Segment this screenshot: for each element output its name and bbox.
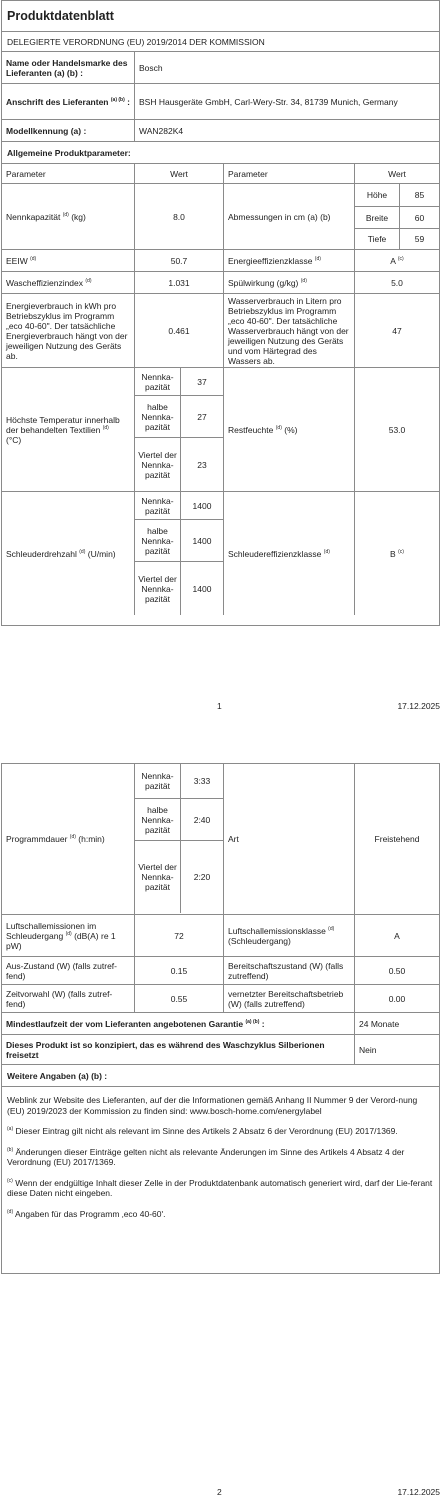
warranty-row (2, 1012, 439, 1034)
supplier-name-label: Name oder Handelsmarke des Lieferanten (a) (b) : (6, 57, 128, 78)
spin-half-value: 1400 (180, 520, 223, 561)
capacity-level-half: halbe Nennka-pazität (141, 804, 174, 835)
temperature-half-row (135, 395, 223, 437)
temperature-quarter-row (135, 437, 223, 491)
energy-class-label: Energieeffizienzklasse $^{(d)}$ (223, 250, 354, 271)
dimensions-subtable (354, 184, 439, 249)
supplier-address-label: Anschrift des Lieferanten $^{(a) (b)}$ : (6, 96, 130, 107)
capacity-level-quarter: Viertel der Nennka-pazität (138, 862, 177, 892)
off-standby-row (2, 956, 439, 984)
page-number-1: 1 (217, 701, 222, 711)
spin-class-label: Schleudereffizienzklasse $^{(d)}$ (223, 492, 354, 615)
water-consumption-value: 47 (354, 294, 439, 367)
standby-value: 0.50 (354, 957, 439, 984)
eeiw-row (2, 249, 439, 271)
footnote-c: $^{(c)}$ Wenn der endgültige Inhalt dieser Zelle in der Produktdatenbank automatisch generiert wird, darf der Lie-ferant diese Daten nicht eingeben. (7, 1177, 433, 1198)
delay-network-row (2, 984, 439, 1012)
column-header-row (2, 163, 439, 183)
network-standby-label: vernetzter Bereitschaftsbetrieb (W) (falls zutreffend) (223, 985, 354, 1012)
sheet-title-row (2, 1, 439, 31)
temperature-moisture-row (2, 367, 439, 491)
eeiw-value: 50.7 (134, 250, 223, 271)
moisture-value: 53.0 (354, 368, 439, 491)
model-label: Modellkennung (a) : (6, 125, 87, 136)
footnote-b: $^{(b)}$ Änderungen dieser Einträge gelten nicht als relevante Änderungen im Sinne des Artikels 4 Absatz 4 der Verordnung (EU) 2017/1369. (7, 1146, 405, 1167)
temperature-full-value: 37 (180, 368, 223, 395)
capacity-level-full: Nennka-pazität (141, 771, 174, 791)
spin-full-row (135, 492, 223, 519)
spin-quarter-row (135, 561, 223, 615)
noise-class-label: Luftschallemissionsklasse $^{(d)}$ (Schleudergang) (223, 915, 354, 956)
product-data-table (1, 0, 440, 626)
col-header-parameter-right: Parameter (223, 164, 354, 183)
silver-ions-row (2, 1034, 439, 1064)
spin-subtable (134, 492, 223, 615)
product-data-table-continued (1, 763, 440, 1274)
weblink-text: Weblink zur Website des Lieferanten, auf der die Informationen gemäß Anhang II Nummer 9 der Verord-nung (EU) 2019/2023 der Kommission zu finden sind: www.bosch-home.com/energylabel (7, 1095, 418, 1116)
wash-rinse-row (2, 271, 439, 293)
capacity-label: Nennkapazität $^{(d)}$ (kg) (6, 211, 86, 222)
page-2 (0, 760, 443, 1500)
capacity-level-quarter: Viertel der Nennka-pazität (138, 449, 177, 480)
duration-full-row (135, 764, 223, 798)
further-info-block (2, 1086, 439, 1253)
warranty-value: 24 Monate (354, 1013, 439, 1034)
rinse-label: Spülwirkung (g/kg) $^{(d)}$ (223, 272, 354, 293)
capacity-level-full: Nennka-pazität (141, 371, 174, 392)
noise-value: 72 (134, 915, 223, 956)
energy-consumption-value: 0.461 (134, 294, 223, 367)
spin-row (2, 491, 439, 615)
supplier-address-row (2, 83, 439, 119)
temperature-half-value: 27 (180, 396, 223, 437)
capacity-level-half: halbe Nennka-pazität (141, 525, 174, 556)
duration-half-row (135, 798, 223, 840)
col-header-parameter-left: Parameter (6, 168, 46, 179)
spin-class-value: B $^{(c)}$ (354, 492, 439, 615)
type-value: Freistehend (354, 764, 439, 914)
page-number-2: 2 (217, 1487, 222, 1497)
depth-row (355, 228, 439, 249)
page-date-1: 17.12.2025 (397, 701, 440, 711)
dimensions-label: Abmessungen in cm (a) (b) (223, 184, 354, 249)
eeiw-label: EEIW $^{(d)}$ (6, 255, 37, 266)
silver-ions-label: Dieses Produkt ist so konzipiert, das es während des Waschzyklus Silberionen freisetzt (6, 1039, 325, 1060)
capacity-value: 8.0 (134, 184, 223, 249)
duration-type-row (2, 764, 439, 914)
width-row (355, 206, 439, 228)
wash-index-value: 1.031 (134, 272, 223, 293)
model-value: WAN282K4 (134, 120, 439, 141)
height-row (355, 184, 439, 206)
col-header-value-right: Wert (354, 164, 439, 183)
energy-water-row (2, 293, 439, 367)
footnote-d: $^{(d)}$ Angaben für das Programm ‚eco 40-60'. (7, 1208, 166, 1219)
col-header-value-left: Wert (134, 164, 223, 183)
regulation-title: DELEGIERTE VERORDNUNG (EU) 2019/2014 DER KOMMISSION (7, 36, 265, 47)
supplier-address-value: BSH Hausgeräte GmbH, Carl-Wery-Str. 34, 81739 Munich, Germany (134, 84, 439, 119)
spin-full-value: 1400 (180, 492, 223, 519)
spin-half-row (135, 519, 223, 561)
page-1 (0, 0, 443, 740)
duration-quarter-row (135, 840, 223, 913)
silver-ions-value: Nein (354, 1035, 439, 1064)
duration-quarter-value: 2:20 (180, 841, 223, 913)
regulation-row (2, 31, 439, 51)
noise-row (2, 914, 439, 956)
temperature-subtable (134, 368, 223, 491)
capacity-level-quarter: Viertel der Nennka-pazität (138, 573, 177, 604)
noise-label: Luftschallemissionen im Schleudergang $^{(d)}$ (dB(A) re 1 pW) (6, 920, 116, 951)
warranty-label: Mindestlaufzeit der vom Lieferanten angebotenen Garantie $^{(a) (b)}$ : (6, 1018, 265, 1029)
capacity-dimensions-row (2, 183, 439, 249)
further-info-heading: Weitere Angaben (a) (b) : (7, 1070, 108, 1081)
network-standby-value: 0.00 (354, 985, 439, 1012)
temperature-full-row (135, 368, 223, 395)
capacity-level-half: halbe Nennka-pazität (141, 401, 174, 432)
off-mode-label: Aus-Zustand (W) (falls zutref-fend) (6, 960, 117, 981)
further-info-heading-row (2, 1064, 439, 1086)
noise-class-value: A (354, 915, 439, 956)
supplier-name-value: Bosch (134, 52, 439, 83)
delay-start-label: Zeitvorwahl (W) (falls zutref-fend) (6, 988, 113, 1009)
spin-quarter-value: 1400 (180, 562, 223, 615)
moisture-label: Restfeuchte $^{(d)}$ (%) (223, 368, 354, 491)
height-value: 85 (399, 184, 439, 206)
rinse-value: 5.0 (354, 272, 439, 293)
water-consumption-label: Wasserverbrauch in Litern pro Betriebszyklus im Programm „eco 40-60". Der tatsächliche Wasserverbrauch hängt von der jeweiligen Nutzung des Geräts und vom Härtegrad des Wassers ab. (223, 294, 354, 367)
standby-label: Bereitschaftszustand (W) (falls zutreffend) (223, 957, 354, 984)
height-label: Höhe (366, 190, 388, 200)
general-heading-row (2, 141, 439, 163)
sheet-title: Produktdatenblatt (7, 9, 114, 23)
depth-value: 59 (399, 229, 439, 249)
model-row (2, 119, 439, 141)
supplier-name-row (2, 51, 439, 83)
capacity-level-full: Nennka-pazität (141, 495, 174, 516)
temperature-quarter-value: 23 (180, 438, 223, 491)
footnote-a: $^{(a)}$ Dieser Eintrag gilt nicht als relevant im Sinne des Artikels 2 Absatz 6 der Verordnung (EU) 2017/1369. (7, 1126, 398, 1136)
wash-index-label: Wascheffizienzindex $^{(d)}$ (6, 277, 92, 288)
energy-class-value: A $^{(c)}$ (354, 250, 439, 271)
spin-speed-label: Schleuderdrehzahl $^{(d)}$ (U/min) (6, 548, 116, 559)
off-mode-value: 0.15 (134, 957, 223, 984)
temperature-label: Höchste Temperatur innerhalb der behandelten Textilien $^{(d)}$ (°C) (6, 414, 120, 445)
page-date-2: 17.12.2025 (397, 1487, 440, 1497)
delay-start-value: 0.55 (134, 985, 223, 1012)
energy-consumption-label: Energieverbrauch in kWh pro Betriebszyklus im Programm „eco 40-60". Der tatsächliche Energieverbrauch hängt von der jeweiligen Nutzung des Geräts ab. (6, 300, 128, 361)
width-value: 60 (399, 207, 439, 228)
duration-half-value: 2:40 (180, 799, 223, 840)
general-heading: Allgemeine Produktparameter: (7, 147, 131, 158)
depth-label: Tiefe (367, 234, 387, 244)
width-label: Breite (365, 212, 389, 223)
duration-label: Programmdauer $^{(d)}$ (h:min) (6, 834, 105, 844)
type-label: Art (223, 764, 354, 914)
duration-subtable (134, 764, 223, 914)
duration-full-value: 3:33 (180, 764, 223, 798)
